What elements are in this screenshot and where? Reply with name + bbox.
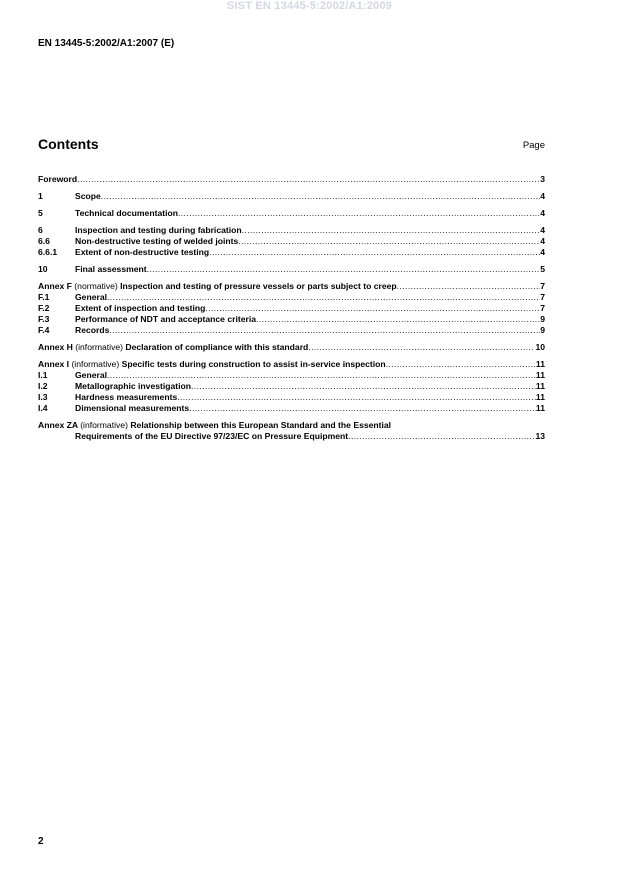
- document-identifier: EN 13445-5:2002/A1:2007 (E): [38, 38, 175, 49]
- toc-entry-title: Final assessment: [75, 264, 147, 274]
- toc-entry[interactable]: [38, 359, 545, 370]
- toc-entry-title: Inspection and testing during fabrication: [75, 225, 242, 235]
- toc-entry-title: General: [75, 292, 108, 302]
- annex-label: Annex ZA: [38, 420, 78, 430]
- toc-entry-page: 4: [540, 225, 545, 235]
- dot-leader: [348, 431, 535, 442]
- dot-leader: [242, 225, 541, 236]
- toc-entry-title: General: [75, 370, 108, 380]
- toc-entry-page: 4: [540, 247, 545, 257]
- toc-entry-title: Records: [75, 325, 110, 335]
- contents-heading: Contents: [38, 136, 99, 152]
- toc-entry-number: 10: [38, 264, 48, 274]
- toc-entry[interactable]: [38, 236, 545, 247]
- watermark: SIST EN 13445-5:2002/A1:2009: [226, 0, 393, 12]
- toc-entry-title: Technical documentation: [75, 208, 178, 218]
- toc-entry-number: F.1: [38, 292, 50, 302]
- toc-entry-title: [38, 342, 308, 353]
- toc-entry-title: Dimensional measurements: [75, 403, 190, 413]
- dot-leader: [177, 392, 536, 403]
- toc-entry[interactable]: [38, 292, 545, 303]
- toc-entry[interactable]: [38, 420, 545, 431]
- toc-entry-continuation: [38, 431, 545, 442]
- toc-entry-page: 10: [535, 342, 545, 352]
- toc-entry-title-line2: Requirements of the EU Directive 97/23/EC on Pressure Equipment: [75, 431, 349, 441]
- toc-entry-number: F.3: [38, 314, 50, 324]
- toc-entry-page: 11: [535, 381, 545, 391]
- toc-entry-page: 9: [540, 314, 545, 324]
- toc-entry[interactable]: [38, 370, 545, 381]
- toc-entry-title: Performance of NDT and acceptance criteria: [75, 314, 257, 324]
- dot-leader: [386, 359, 536, 370]
- dot-leader: [191, 381, 536, 392]
- toc-entry[interactable]: [38, 174, 545, 185]
- annex-title: Specific tests during construction to assist in-service inspection: [121, 359, 386, 369]
- dot-leader: [107, 292, 540, 303]
- toc-entry-number: I.2: [38, 381, 48, 391]
- toc-entry-title: Foreword: [38, 174, 78, 184]
- toc-entry-title: [38, 420, 391, 431]
- toc-entry-number: 6.6: [38, 236, 50, 246]
- toc-entry-page: 4: [540, 191, 545, 201]
- toc-entry[interactable]: [38, 381, 545, 392]
- page-column-label: Page: [522, 140, 545, 151]
- toc-entry-title: Non-destructive testing of welded joints: [75, 236, 239, 246]
- toc-entry-page: 4: [540, 236, 545, 246]
- dot-leader: [397, 281, 541, 292]
- toc-entry-page: 9: [540, 325, 545, 335]
- toc-entry-title: Extent of inspection and testing: [75, 303, 206, 313]
- toc-entry[interactable]: [38, 208, 545, 219]
- toc-entry-number: I.4: [38, 403, 48, 413]
- toc-entry-page: 13: [535, 431, 545, 441]
- toc-entry-page: 11: [535, 403, 545, 413]
- toc-entry-title: [38, 359, 386, 370]
- dot-leader: [147, 264, 541, 275]
- toc-entry-page: 11: [535, 370, 545, 380]
- annex-title: Relationship between this European Standard and the Essential: [130, 420, 392, 430]
- toc-entry[interactable]: [38, 281, 545, 292]
- toc-entry-title: Hardness measurements: [75, 392, 178, 402]
- toc-entry[interactable]: [38, 342, 545, 353]
- toc-entry-number: 6.6.1: [38, 247, 58, 257]
- annex-type: (normative): [74, 281, 118, 291]
- annex-title: Inspection and testing of pressure vessels or parts subject to creep: [120, 281, 397, 291]
- toc-entry-number: 5: [38, 208, 43, 218]
- toc-entry[interactable]: [38, 325, 545, 336]
- annex-label: Annex H: [38, 342, 73, 352]
- toc-entry-number: 6: [38, 225, 43, 235]
- toc-entry[interactable]: [38, 225, 545, 236]
- toc-entry-page: 7: [540, 303, 545, 313]
- toc-entry-title: [38, 281, 397, 292]
- toc-entry-page: 7: [540, 292, 545, 302]
- toc-entry-page: 3: [540, 174, 545, 184]
- toc-entry-title: Scope: [75, 191, 101, 201]
- annex-label: Annex I: [38, 359, 70, 369]
- toc-entry-number: 1: [38, 191, 43, 201]
- annex-type: (informative): [71, 359, 120, 369]
- annex-type: (informative): [75, 342, 124, 352]
- dot-leader: [101, 191, 540, 202]
- annex-title: Declaration of compliance with this standard: [125, 342, 309, 352]
- dot-leader: [238, 236, 540, 247]
- toc-entry-number: F.2: [38, 303, 50, 313]
- dot-leader: [209, 247, 540, 258]
- toc-entry-number: F.4: [38, 325, 50, 335]
- toc-entry-page: 7: [540, 281, 545, 291]
- toc-entry[interactable]: [38, 303, 545, 314]
- toc-entry[interactable]: [38, 403, 545, 414]
- dot-leader: [205, 303, 540, 314]
- table-of-contents: [38, 174, 545, 442]
- page-number: 2: [38, 836, 44, 847]
- toc-entry[interactable]: [38, 264, 545, 275]
- annex-type: (informative): [80, 420, 128, 430]
- dot-leader: [77, 174, 540, 185]
- toc-entry-page: 11: [535, 392, 545, 402]
- dot-leader: [189, 403, 536, 414]
- dot-leader: [256, 314, 540, 325]
- toc-entry[interactable]: [38, 247, 545, 258]
- toc-entry[interactable]: [38, 392, 545, 403]
- toc-entry-number: I.1: [38, 370, 48, 380]
- dot-leader: [178, 208, 540, 219]
- annex-label: Annex F: [38, 281, 72, 291]
- dot-leader: [107, 370, 536, 381]
- dot-leader: [109, 325, 540, 336]
- toc-entry-page: 5: [540, 264, 545, 274]
- toc-entry-page: 4: [540, 208, 545, 218]
- toc-entry-title: Metallographic investigation: [75, 381, 192, 391]
- toc-entry[interactable]: [38, 314, 545, 325]
- dot-leader: [308, 342, 535, 353]
- toc-entry-title: Extent of non-destructive testing: [75, 247, 210, 257]
- toc-entry-page: 11: [535, 359, 545, 369]
- toc-entry-number: I.3: [38, 392, 48, 402]
- toc-entry[interactable]: [38, 191, 545, 202]
